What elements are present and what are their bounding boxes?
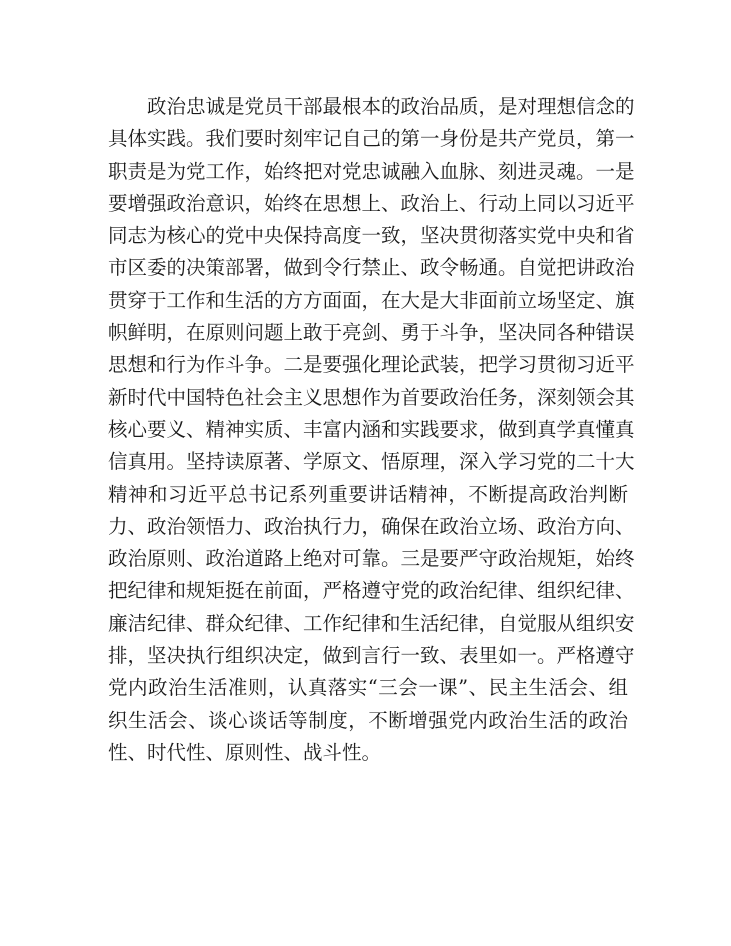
- paragraph-line: 贯穿于工作和生活的方方面面，在大是大非面前立场坚定、旗: [108, 288, 635, 312]
- body-paragraph: [108, 91, 635, 769]
- paragraph-line: 核心要义、精神实质、丰富内涵和实践要求，做到真学真懂真: [108, 417, 635, 441]
- paragraph-line: 市区委的决策部署，做到令行禁止、政令畅通。自觉把讲政治: [108, 256, 635, 280]
- paragraph-line: 职责是为党工作，始终把对党忠诚融入血脉、刻进灵魂。一是: [108, 159, 635, 183]
- paragraph-line: 党内政治生活准则，认真落实“三会一课”、民主生活会、组: [108, 676, 628, 700]
- paragraph-line: 排，坚决执行组织决定，做到言行一致、表里如一。严格遵守: [108, 644, 635, 668]
- paragraph-line: 帜鲜明，在原则问题上敢于亮剑、勇于斗争，坚决同各种错误: [108, 321, 635, 345]
- paragraph-line: 同志为核心的党中央保持高度一致，坚决贯彻落实党中央和省: [108, 224, 635, 248]
- paragraph-line: 政治原则、政治道路上绝对可靠。三是要严守政治规矩，始终: [108, 547, 635, 571]
- paragraph-line: 要增强政治意识，始终在思想上、政治上、行动上同以习近平: [108, 191, 635, 215]
- paragraph-line: 织生活会、谈心谈话等制度，不断增强党内政治生活的政治: [108, 708, 628, 732]
- paragraph-line: 廉洁纪律、群众纪律、工作纪律和生活纪律，自觉服从组织安: [108, 611, 635, 635]
- paragraph-line: 把纪律和规矩挺在前面，严格遵守党的政治纪律、组织纪律、: [108, 579, 635, 603]
- paragraph-line: 具体实践。我们要时刻牢记自己的第一身份是共产党员，第一: [108, 127, 635, 151]
- paragraph-line: 新时代中国特色社会主义思想作为首要政治任务，深刻领会其: [108, 385, 635, 409]
- paragraph-line: 政治忠诚是党员干部最根本的政治品质，是对理想信念的: [147, 95, 635, 118]
- paragraph-line: 精神和习近平总书记系列重要讲话精神，不断提高政治判断: [108, 482, 628, 506]
- paragraph-line: 信真用。坚持读原著、学原文、悟原理，深入学习党的二十大: [108, 450, 635, 474]
- paragraph-line: 性、时代性、原则性、战斗性。: [108, 740, 382, 764]
- paragraph-line: 力、政治领悟力、政治执行力，确保在政治立场、政治方向、: [108, 514, 635, 538]
- paragraph-line: 思想和行为作斗争。二是要强化理论武装，把学习贯彻习近平: [108, 353, 635, 377]
